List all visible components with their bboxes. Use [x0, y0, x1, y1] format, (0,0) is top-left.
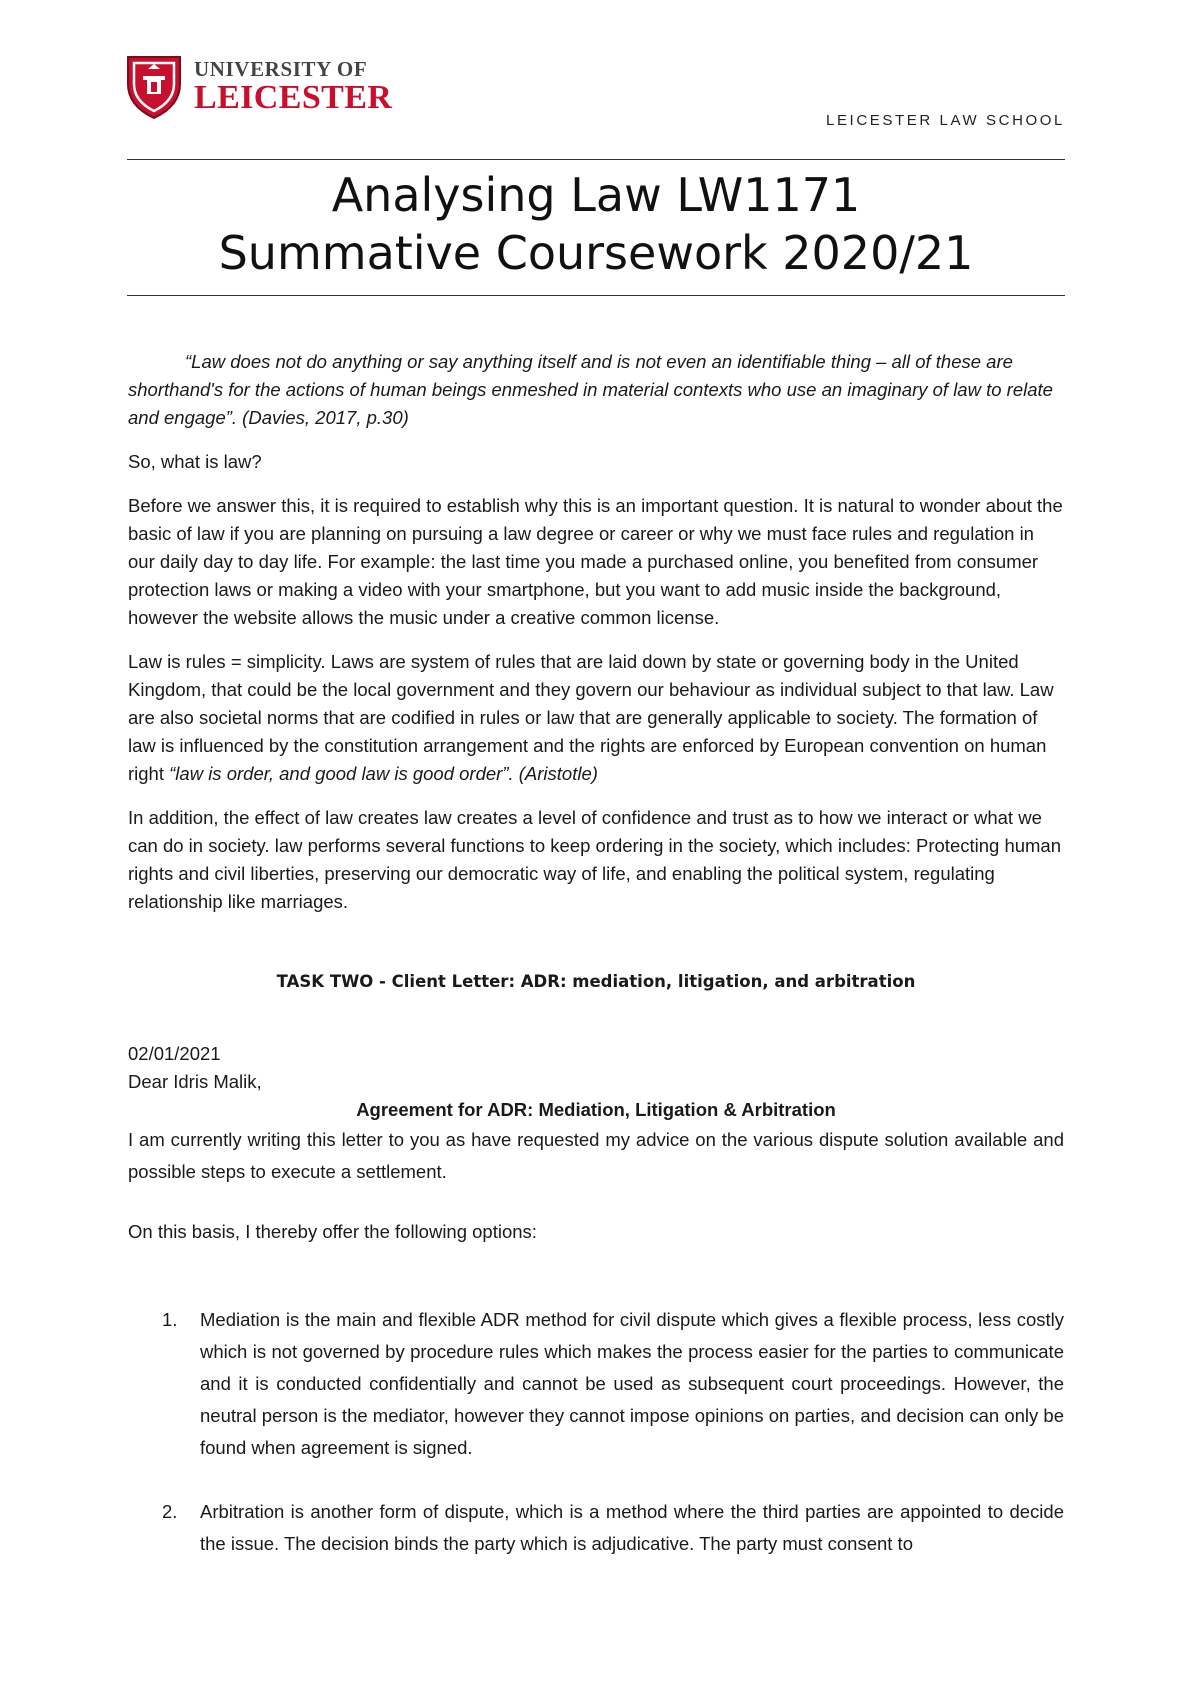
task-heading: TASK TWO - Client Letter: ADR: mediation, litigation, and arbitration: [276, 972, 916, 991]
university-logo: [125, 52, 393, 128]
letter-date: 02/01/2021: [128, 1043, 221, 1064]
list-item-text: Arbitration is another form of dispute, which is a method where the third parties are appointed to decide the issue. The decision binds the party which is adjudicative. The party must consent to: [200, 1501, 1064, 1554]
title-top-rule: [127, 159, 1065, 160]
letter-subject: Agreement for ADR: Mediation, Litigation & Arbitration: [356, 1099, 836, 1120]
letter-salutation: Dear Idris Malik,: [128, 1071, 262, 1092]
page-title: [127, 166, 1065, 282]
aristotle-quote: “law is order, and good law is good order”. (Aristotle): [169, 763, 598, 784]
options-intro: On this basis, I thereby offer the following options:: [128, 1221, 537, 1242]
paragraph-3: In addition, the effect of law creates law creates a level of confidence and trust as to how we interact or what we can do in society. law performs several functions to keep ordering in the society, which includes: Protecting human rights and civil liberties, preserving our democratic way of life, and enabling the political system, regulating relationship like marriages.: [128, 807, 1062, 912]
title-bottom-rule: [127, 295, 1065, 296]
list-item: [128, 1496, 1064, 1560]
list-item-number: 1.: [162, 1309, 178, 1330]
letter-intro: I am currently writing this letter to you as have requested my advice on the various dispute solution available and possible steps to execute a settlement.: [128, 1129, 1064, 1182]
paragraph-2-text: Law is rules = simplicity. Laws are system of rules that are laid down by state or governing body in the United Kingdom, that could be the local government and they govern our behaviour as individual subject to that law. Law are also societal norms that are codified in rules or law that are generally applicable to society. The formation of law is influenced by the constitution arrangement and the rights are enforced by European convention on human right: [128, 651, 1054, 784]
question-line: So, what is law?: [128, 451, 262, 472]
options-list: [128, 1304, 1064, 1560]
logo-line-leicester: LEICESTER: [194, 79, 393, 116]
university-crest-icon: [125, 54, 183, 120]
title-line-2: Summative Coursework 2020/21: [218, 226, 974, 280]
essay-body: [128, 348, 1064, 1246]
opening-quote: “Law does not do anything or say anything itself and is not even an identifiable thing – all of these are shorthand's for the actions of human beings enmeshed in material contexts who use an imaginary of law to relate and engage”. (Davies, 2017, p.30): [128, 351, 1053, 428]
school-name: LEICESTER LAW SCHOOL: [826, 112, 1065, 129]
logo-line-university-of: UNIVERSITY OF: [194, 57, 368, 81]
title-line-1: Analysing Law LW1171: [331, 168, 861, 222]
list-item-number: 2.: [162, 1501, 178, 1522]
list-item: [128, 1304, 1064, 1464]
paragraph-1: Before we answer this, it is required to establish why this is an important question. It is natural to wonder about the basic of law if you are planning on pursuing a law degree or career or why we must face rules and regulation in our daily day to day life. For example: the last time you made a purchased online, you benefited from consumer protection laws or making a video with your smartphone, but you want to add music inside the background, however the website allows the music under a creative common license.: [128, 495, 1063, 628]
paragraph-2: [128, 648, 1064, 788]
list-item-text: Mediation is the main and flexible ADR method for civil dispute which gives a flexible process, less costly which is not governed by procedure rules which makes the process easier for the parties to communicate and it is conducted confidentially and cannot be used as subsequent court proceedings. However, the neutral person is the mediator, however they cannot impose opinions on parties, and decision can only be found when agreement is signed.: [200, 1309, 1064, 1458]
